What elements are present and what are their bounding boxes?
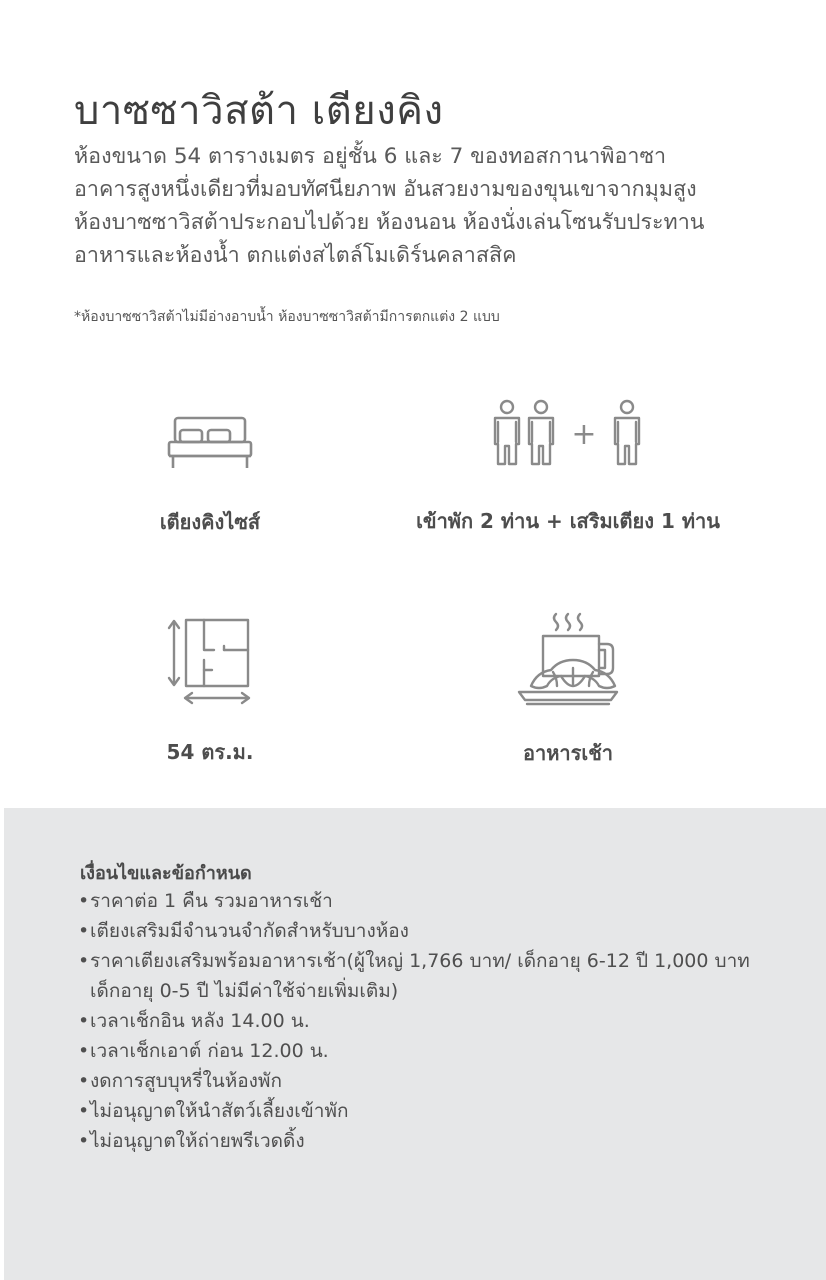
room-description [74,140,774,272]
floor-plan-icon [160,614,260,710]
feature-breakfast [378,610,758,774]
feature-guests-label: เข้าพัก 2 ท่าน + เสริมเตียง 1 ท่าน [416,509,720,533]
terms-item: • เวลาเช็กอิน หลัง 14.00 น. [76,1006,796,1036]
bullet: • [78,1040,90,1062]
breakfast-icon [513,610,623,714]
description-line: อาหารและห้องน้ำ ตกแต่งสไตล์โมเดิร์นคลาสสิค [74,243,517,268]
terms-list [76,886,796,1156]
description-line: ห้องบาซซาวิสต้าประกอบไปด้วย ห้องนอน ห้องนั่งเล่นโซนรับประทาน [74,210,705,235]
bullet: • [78,950,90,972]
terms-title: เงื่อนไขและข้อกำหนด [80,863,252,884]
bullet: • [78,1130,90,1152]
terms-item: • ราคาเตียงเสริมพร้อมอาหารเช้า(ผู้ใหญ่ 1,766 บาท/ เด็กอายุ 6-12 ปี 1,000 บาท [76,946,796,976]
terms-item-continuation: เด็กอายุ 0-5 ปี ไม่มีค่าใช้จ่ายเพิ่มเติม) [90,980,399,1002]
description-line: ห้องขนาด 54 ตารางเมตร อยู่ชั้น 6 และ 7 ของทอสกานาพิอาซา [74,144,667,169]
room-title: บาซซาวิสต้า เตียงคิง [74,88,444,134]
description-line: อาคารสูงหนึ่งเดียวที่มอบทัศนียภาพ อันสวยงามของขุนเขาจากมุมสูง [74,177,697,202]
terms-section [4,808,826,1280]
terms-item: • ไม่อนุญาตให้ถ่ายพรีเวดดิ้ง [76,1126,796,1156]
terms-item: • เตียงเสริมมีจำนวนจำกัดสำหรับบางห้อง [76,916,796,946]
feature-size-label: 54 ตร.ม. [166,740,254,764]
bed-icon [165,414,255,484]
feature-bed-label: เตียงคิงไซส์ [159,510,261,534]
terms-item: • งดการสูบบุหรี่ในห้องพัก [76,1066,796,1096]
terms-item: • ราคาต่อ 1 คืน รวมอาหารเช้า [76,886,796,916]
feature-bed [20,408,400,538]
guests-icon [483,398,653,470]
room-note: *ห้องบาซซาวิสต้าไม่มีอ่างอาบน้ำ ห้องบาซซาวิสต้ามีการตกแต่ง 2 แบบ [74,309,500,325]
feature-breakfast-label: อาหารเช้า [522,741,614,765]
bullet: • [78,920,90,942]
plus-sign: + [571,417,597,452]
bullet: • [78,890,90,912]
feature-size [20,614,400,774]
terms-item: • เวลาเช็กเอาต์ ก่อน 12.00 น. [76,1036,796,1066]
bullet: • [78,1010,90,1032]
bullet: • [78,1100,90,1122]
feature-guests [378,398,758,538]
terms-item: • ไม่อนุญาตให้นำสัตว์เลี้ยงเข้าพัก [76,1096,796,1126]
bullet: • [78,1070,90,1092]
